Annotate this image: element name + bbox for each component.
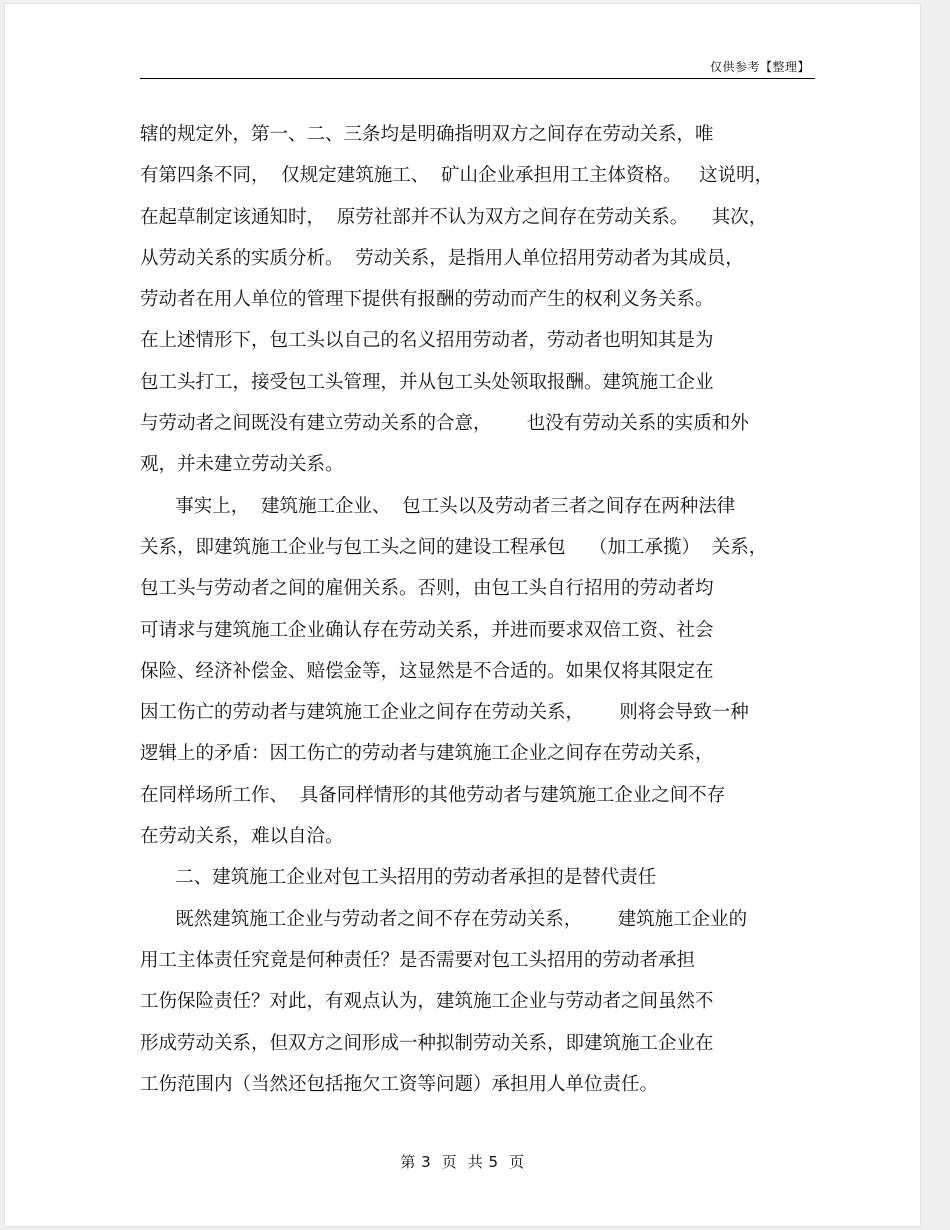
text-line: 逻辑上的矛盾：因工伤亡的劳动者与建筑施工企业之间存在劳动关系， [140, 743, 714, 765]
body-text [140, 114, 820, 1105]
text-line: 与劳动者之间既没有建立劳动关系的合意， 也没有劳动关系的实质和外 [140, 413, 749, 435]
text-line: 从劳动关系的实质分析。 劳动关系，是指用人单位招用劳动者为其成员， [140, 247, 744, 269]
text-line: 事实上， 建筑施工企业、 包工头以及劳动者三者之间存在两种法律 [140, 495, 736, 517]
text-line: 可请求与建筑施工企业确认存在劳动关系，并进而要求双倍工资、社会 [140, 619, 714, 641]
text-line: 工伤范围内（当然还包括拖欠工资等问题）承担用人单位责任。 [140, 1073, 659, 1095]
text-line: 在起草制定该通知时， 原劳社部并不认为双方之间存在劳动关系。 其次， [140, 206, 768, 228]
header-note: 仅供参考【整理】 [709, 60, 810, 74]
text-line: 用工主体责任究竟是何种责任？是否需要对包工头招用的劳动者承担 [140, 949, 696, 971]
text-line: 既然建筑施工企业与劳动者之间不存在劳动关系， 建筑施工企业的 [140, 908, 748, 930]
text-line: 关系，即建筑施工企业与包工头之间的建设工程承包 （加工承揽） 关系， [140, 536, 768, 558]
text-line: 在劳动关系，难以自洽。 [140, 826, 344, 848]
page-number: 第 3 页 共 5 页 [400, 1153, 525, 1171]
text-line: 在上述情形下，包工头以自己的名义招用劳动者，劳动者也明知其是为 [140, 330, 714, 352]
section-heading: 二、建筑施工企业对包工头招用的劳动者承担的是替代责任 [140, 867, 657, 889]
text-line: 观，并未建立劳动关系。 [140, 454, 344, 476]
text-line: 辖的规定外，第一、二、三条均是明确指明双方之间存在劳动关系，唯 [140, 124, 714, 145]
text-line: 形成劳动关系，但双方之间形成一种拟制劳动关系，即建筑施工企业在 [140, 1032, 714, 1054]
text-line: 在同样场所工作、 具备同样情形的其他劳动者与建筑施工企业之间不存 [140, 784, 726, 806]
header-divider [140, 78, 815, 79]
text-line: 保险、经济补偿金、赔偿金等，这显然是不合适的。如果仅将其限定在 [140, 660, 714, 682]
text-line: 因工伤亡的劳动者与建筑施工企业之间存在劳动关系， 则将会导致一种 [140, 702, 749, 724]
text-line: 劳动者在用人单位的管理下提供有报酬的劳动而产生的权利义务关系。 [140, 289, 714, 311]
document-page [5, 4, 920, 1226]
text-line: 包工头与劳动者之间的雇佣关系。否则，由包工头自行招用的劳动者均 [140, 578, 714, 600]
text-line: 工伤保险责任？对此，有观点认为，建筑施工企业与劳动者之间虽然不 [140, 991, 714, 1013]
text-line: 包工头打工，接受包工头管理，并从包工头处领取报酬。建筑施工企业 [140, 371, 714, 393]
text-line: 有第四条不同， 仅规定建筑施工、 矿山企业承担用工主体资格。 这说明， [140, 165, 774, 187]
